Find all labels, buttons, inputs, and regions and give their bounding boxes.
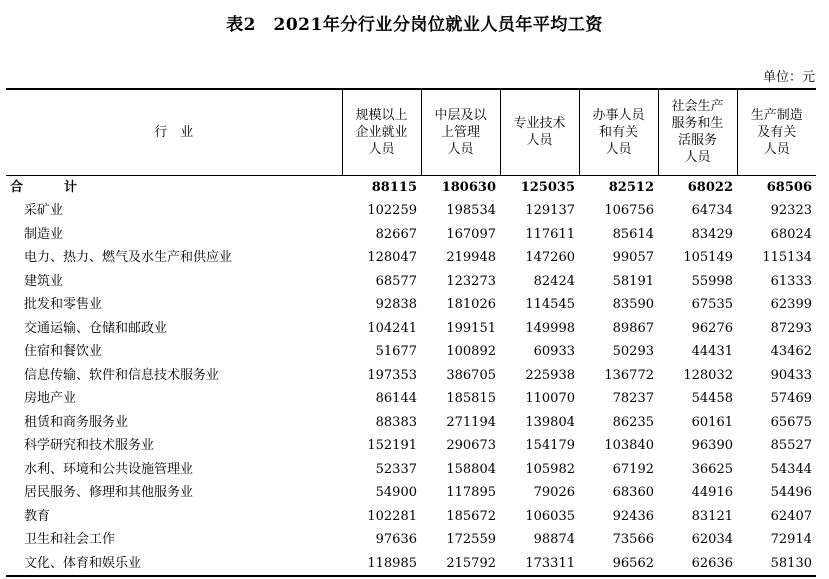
table-row [6,270,816,294]
table-row [6,340,816,364]
industry-name: 制造业 [24,226,64,242]
industry-name: 合 计 [10,179,92,195]
wage-value: 73566 [612,532,654,547]
wage-value: 62399 [770,297,812,312]
wage-value: 43462 [770,344,812,359]
wage-value: 154179 [525,438,575,453]
header-line: 专业技术 [513,116,566,132]
wage-value: 102259 [367,203,417,218]
wage-value: 106035 [525,508,575,524]
header-line: 办事人员 [592,107,645,123]
wage-value: 100892 [446,344,496,359]
wage-value: 68360 [612,485,654,500]
wage-value: 185672 [446,508,496,524]
industry-name: 卫生和社会工作 [24,532,116,547]
header-line: 人员 [447,141,474,157]
wage-value: 92436 [612,508,654,524]
industry-name: 水利、环境和公共设施管理业 [24,461,194,477]
wage-value: 51677 [375,344,417,359]
header-column-6 [737,89,816,175]
industry-name: 电力、热力、燃气及水生产和供应业 [24,250,233,265]
wage-value: 117611 [525,226,575,242]
header-row [6,89,816,175]
wage-value: 149998 [525,320,575,336]
table-row [6,246,816,270]
table-row [6,223,816,247]
wage-value: 68022 [687,179,733,195]
wage-value: 110070 [525,391,575,406]
industry-name: 文化、体育和娱乐业 [24,555,142,571]
wage-value: 128047 [367,250,417,265]
wage-value: 89867 [612,320,654,336]
wage-value: 167097 [446,226,496,242]
table-row [6,458,816,482]
wage-value: 44431 [691,344,733,359]
wage-value: 54344 [770,461,812,477]
wage-value: 68506 [766,179,812,195]
header-column-5 [658,89,737,175]
header-line: 活服务 [677,133,717,149]
wage-value: 82512 [608,179,654,195]
header-line: 规模以上 [355,107,408,123]
wage-value: 271194 [446,414,496,430]
wage-value: 106756 [604,203,654,218]
header-line: 服务和生 [671,116,724,132]
header-column-4 [579,89,658,175]
header-line: 社会生产 [671,99,724,115]
wage-value: 123273 [446,273,496,289]
table-body [6,175,816,576]
table-row [6,552,816,577]
wage-value: 105149 [683,250,733,265]
wage-value: 105982 [525,461,575,477]
unit-label: 单位：元 [762,70,815,85]
wage-value: 99057 [612,250,654,265]
wage-value: 87293 [770,320,812,336]
wage-value: 54900 [375,485,417,500]
wage-value: 72914 [770,532,812,547]
wage-value: 65675 [770,414,812,430]
wage-value: 102281 [367,508,417,524]
wage-value: 117895 [446,485,496,500]
header-line: 人员 [368,141,395,157]
header-column-2 [421,89,500,175]
industry-name: 居民服务、修理和其他服务业 [24,485,194,500]
header-line: 人员 [763,141,790,157]
wage-value: 67192 [612,461,654,477]
wage-value: 44916 [691,485,733,500]
industry-name: 教育 [24,508,51,524]
table-row [6,528,816,552]
header-line: 生产制造 [750,107,803,123]
wage-value: 60933 [533,344,575,359]
wage-value: 290673 [446,438,496,453]
header-column-3 [500,89,579,175]
wage-value: 197353 [367,367,417,383]
wage-value: 79026 [533,485,575,500]
wage-value: 83121 [691,508,733,524]
wage-value: 61333 [770,273,812,289]
wage-value: 86144 [375,391,417,406]
wage-value: 68577 [375,273,417,289]
industry-name: 房地产业 [24,391,77,406]
industry-name: 科学研究和技术服务业 [24,438,155,453]
wage-value: 58130 [770,555,812,571]
wage-value: 83590 [612,297,654,312]
wage-value: 118985 [367,555,417,571]
wage-value: 78237 [612,391,654,406]
wage-value: 147260 [525,250,575,265]
wage-value: 173311 [525,555,575,571]
wage-value: 139804 [525,414,575,430]
header-column-1 [342,89,421,175]
wage-value: 54458 [691,391,733,406]
wage-value: 85527 [770,438,812,453]
table-row [6,293,816,317]
wage-value: 92838 [375,297,417,312]
header-line: 行 业 [154,124,194,140]
wage-value: 225938 [525,367,575,383]
industry-name: 交通运输、仓储和邮政业 [24,320,168,336]
wage-value: 88115 [371,179,417,195]
table-row [6,175,816,199]
wage-value: 68024 [770,226,812,242]
wage-value: 103840 [604,438,654,453]
wage-value: 172559 [446,532,496,547]
wage-value: 129137 [525,203,575,218]
industry-name: 建筑业 [24,273,64,289]
wage-value: 57469 [770,391,812,406]
wage-value: 185815 [446,391,496,406]
wage-value: 125035 [520,179,575,195]
wage-value: 386705 [446,367,496,383]
header-line: 人员 [526,133,553,149]
page-title: 表2 2021年分行业分岗位就业人员年平均工资 [226,15,603,35]
wage-value: 50293 [612,344,654,359]
wage-value: 82667 [375,226,417,242]
wage-value: 97636 [375,532,417,547]
wage-value: 88383 [375,414,417,430]
wage-value: 199151 [446,320,496,336]
wage-value: 55998 [691,273,733,289]
header-line: 企业就业 [355,124,408,140]
wage-value: 198534 [446,203,496,218]
wage-value: 62034 [691,532,733,547]
wage-value: 62636 [691,555,733,571]
wage-value: 82424 [533,273,575,289]
wage-value: 54496 [770,485,812,500]
header-line: 上管理 [440,124,480,140]
wage-value: 215792 [446,555,496,571]
table-row [6,317,816,341]
table-row [6,199,816,223]
wage-value: 152191 [367,438,417,453]
header-line: 人员 [605,141,632,157]
table-row [6,411,816,435]
wage-value: 96390 [691,438,733,453]
wage-value: 92323 [770,203,812,218]
header-line: 和有关 [598,124,638,140]
table-row [6,505,816,529]
table-row [6,434,816,458]
table-row [6,481,816,505]
wage-value: 83429 [691,226,733,242]
wage-value: 58191 [612,273,654,289]
wage-value: 90433 [770,367,812,383]
wage-value: 85614 [612,226,654,242]
industry-name: 批发和零售业 [24,297,103,312]
table-row [6,387,816,411]
wage-value: 36625 [691,461,733,477]
wage-value: 67535 [691,297,733,312]
header-line: 及有关 [757,124,797,140]
wage-value: 96276 [691,320,733,336]
wage-value: 128032 [683,367,733,383]
header-industry [6,89,342,175]
wage-value: 64734 [691,203,733,218]
wage-value: 86235 [612,414,654,430]
wage-value: 158804 [446,461,496,477]
wage-value: 219948 [446,250,496,265]
wage-value: 181026 [446,297,496,312]
wage-value: 114545 [525,297,575,312]
industry-name: 信息传输、软件和信息技术服务业 [24,367,220,383]
wage-value: 62407 [770,508,812,524]
header-line: 中层及以 [434,107,487,123]
wage-value: 52337 [375,461,417,477]
wage-value: 180630 [441,179,496,195]
wage-value: 96562 [612,555,654,571]
industry-name: 采矿业 [24,203,64,218]
wage-value: 115134 [762,250,812,265]
wage-value: 98874 [533,532,575,547]
wage-value: 136772 [604,367,654,383]
wage-value: 104241 [367,320,417,336]
industry-name: 租赁和商务服务业 [24,414,129,430]
wage-table [6,88,816,577]
industry-name: 住宿和餐饮业 [24,344,103,359]
table-row [6,364,816,388]
header-line: 人员 [684,150,711,166]
wage-value: 60161 [691,414,733,430]
